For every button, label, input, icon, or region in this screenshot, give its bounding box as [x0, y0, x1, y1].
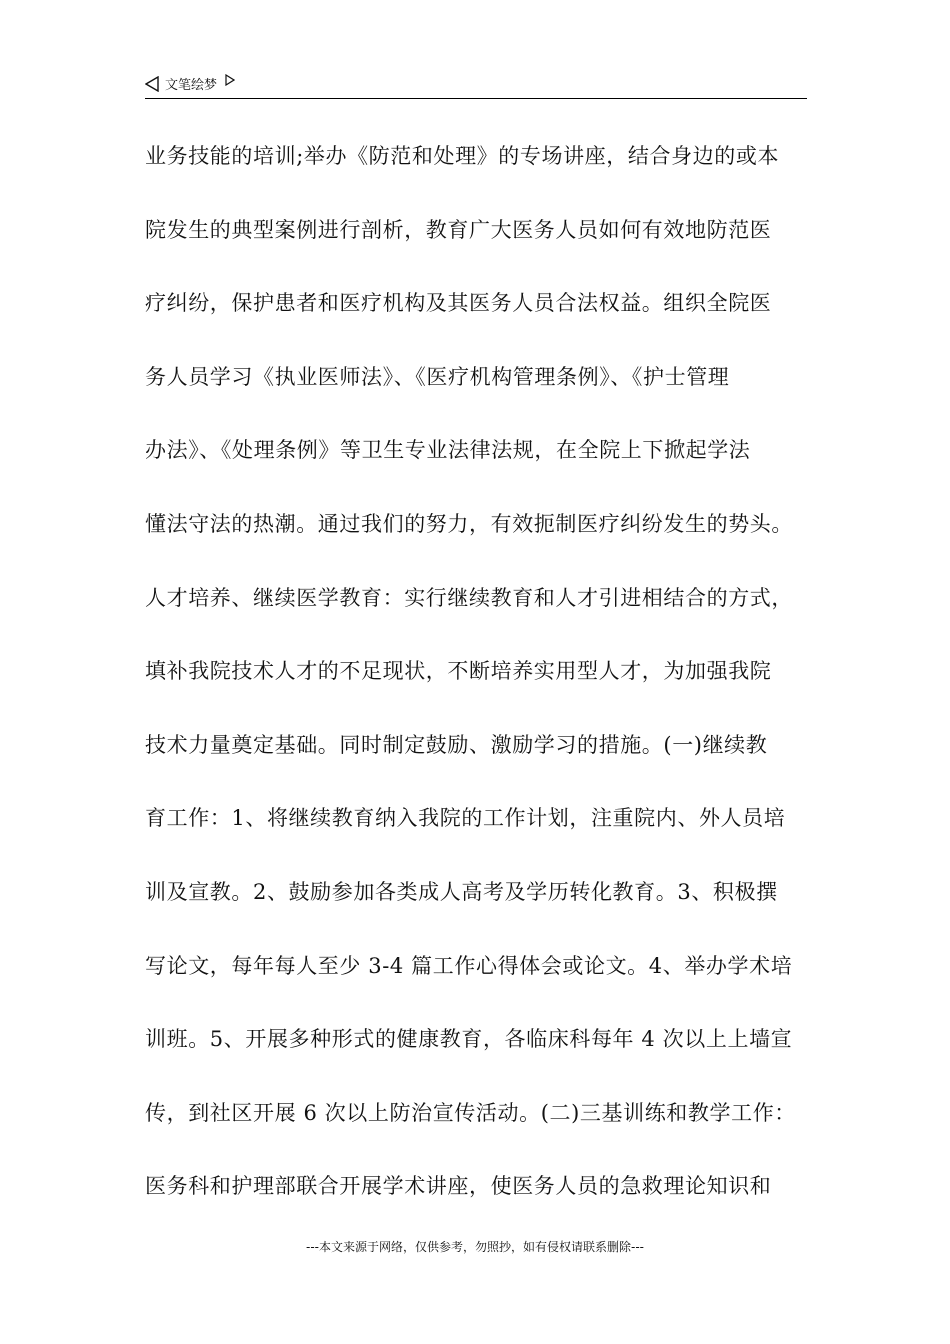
- text-line: 人才培养、继续医学教育：实行继续教育和人才引进相结合的方式，: [145, 585, 793, 610]
- text-line: 写论文，每年每人至少 3-4 篇工作心得体会或论文。4、举办学术培: [145, 953, 793, 978]
- text-line: 育工作：1、将继续教育纳入我院的工作计划，注重院内、外人员培: [145, 806, 786, 831]
- text-line: 懂法守法的热潮。通过我们的努力，有效扼制医疗纠纷发生的势头。: [145, 511, 793, 536]
- text-line: 填补我院技术人才的不足现状，不断培养实用型人才，为加强我院: [145, 659, 772, 684]
- footer-notice: ---本文来源于网络，仅供参考，勿照抄，如有侵权请联系删除---: [306, 1240, 644, 1254]
- document-body: [145, 126, 825, 1230]
- text-line: 疗纠纷，保护患者和医疗机构及其医务人员合法权益。组织全院医: [145, 291, 772, 316]
- text-line: 技术力量奠定基础。同时制定鼓励、激励学习的措施。(一)继续教: [145, 732, 768, 757]
- triangle-left-icon: [145, 76, 159, 92]
- text-line: 办法》、《处理条例》等卫生专业法律法规，在全院上下掀起学法: [145, 438, 751, 463]
- text-line: 训及宣教。2、鼓励参加各类成人高考及学历转化教育。3、积极撰: [145, 879, 778, 904]
- page-header: [145, 72, 807, 99]
- text-line: 传，到社区开展 6 次以上防治宣传活动。(二)三基训练和教学工作：: [145, 1100, 796, 1125]
- text-line: 训班。5、开展多种形式的健康教育，各临床科每年 4 次以上上墙宣: [145, 1027, 793, 1052]
- text-line: 院发生的典型案例进行剖析，教育广大医务人员如何有效地防范医: [145, 217, 772, 242]
- triangle-right-icon: [225, 74, 235, 86]
- header-brand-group: [145, 74, 235, 93]
- header-brand-text: 文笔绘梦: [165, 78, 218, 93]
- text-line: 务人员学习《执业医师法》、《医疗机构管理条例》、《护士管理: [145, 364, 730, 389]
- text-line: 医务科和护理部联合开展学术讲座，使医务人员的急救理论知识和: [145, 1174, 772, 1199]
- text-line: 业务技能的培训;举办《防范和处理》的专场讲座，结合身边的或本: [145, 144, 780, 168]
